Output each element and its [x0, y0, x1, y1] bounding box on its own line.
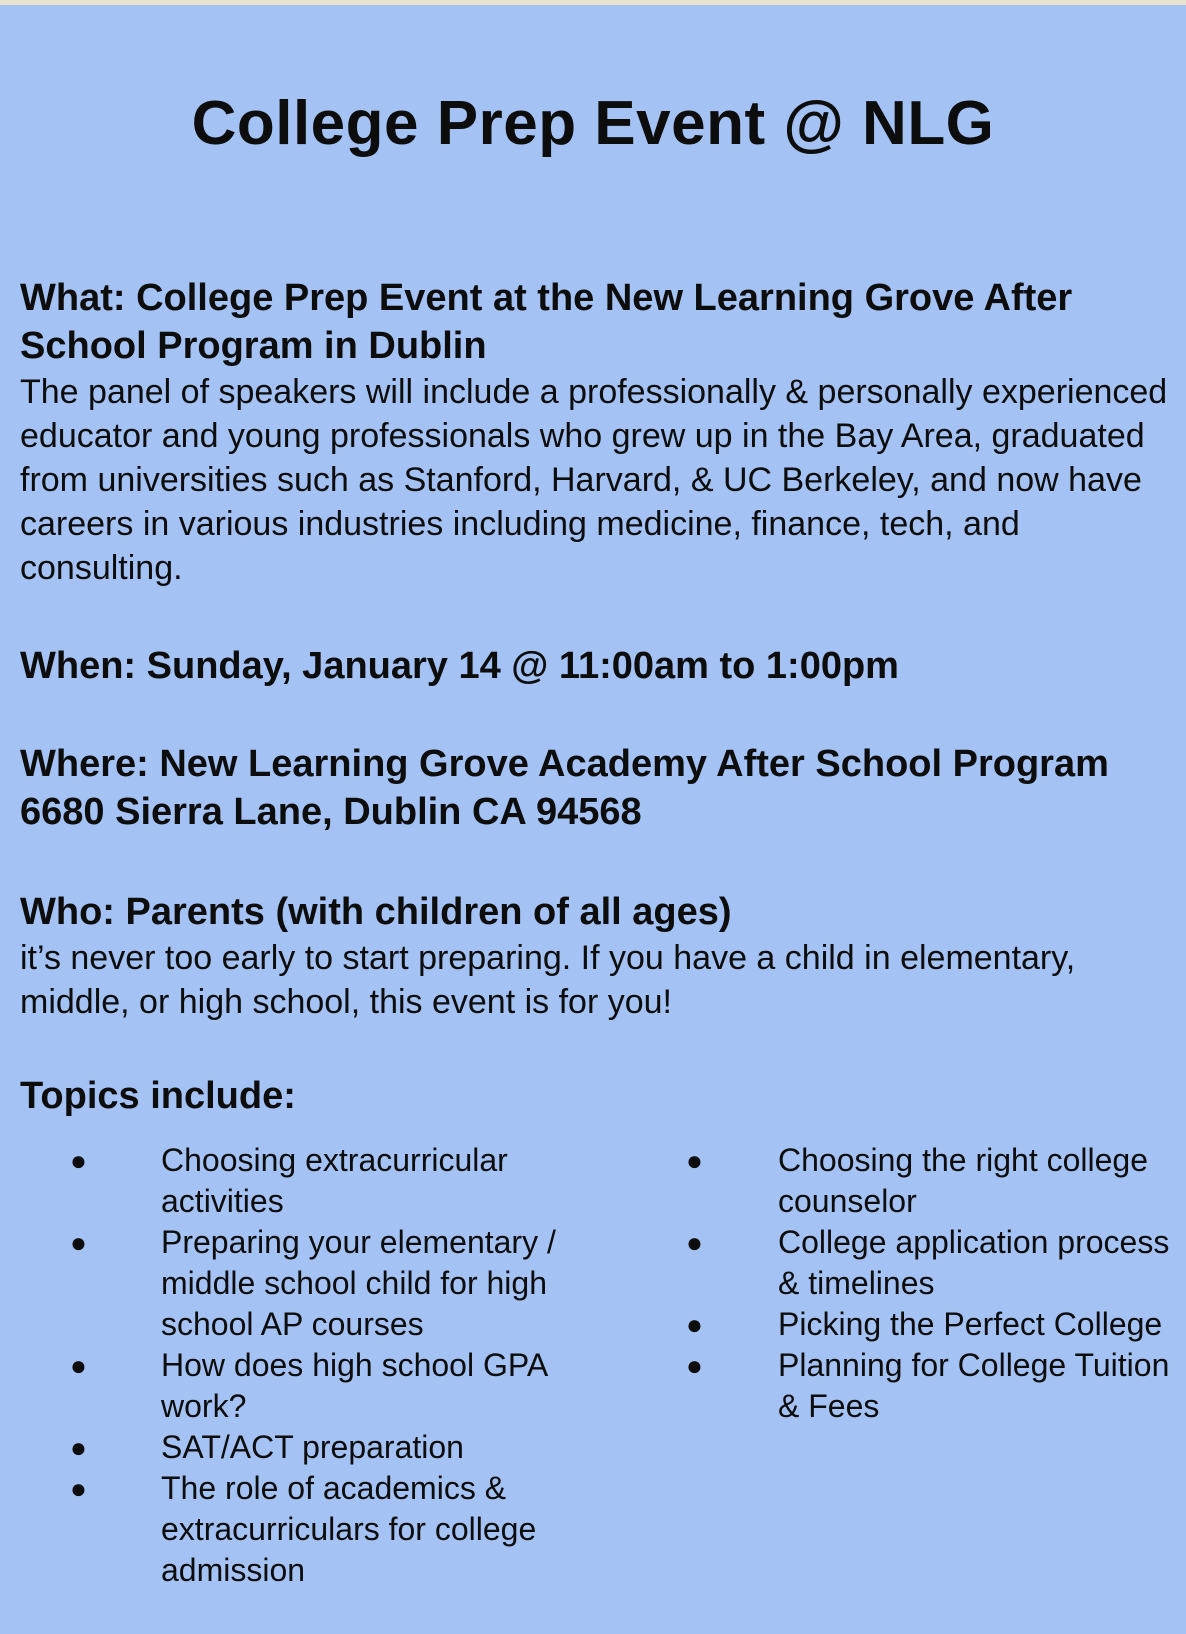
topic-item [70, 1222, 601, 1345]
topic-label: Preparing your elementary / middle school child for high school AP courses [161, 1224, 556, 1342]
topic-label: Picking the Perfect College [778, 1306, 1163, 1342]
where-address: 6680 Sierra Lane, Dublin CA 94568 [20, 791, 642, 833]
bullet-icon: ● [686, 1350, 703, 1381]
bullet-icon: ● [70, 1473, 87, 1504]
topic-item [70, 1140, 601, 1222]
bullet-icon: ● [70, 1227, 87, 1258]
bullet-icon: ● [70, 1145, 87, 1176]
topics-heading: Topics include: [20, 1075, 296, 1117]
topic-item [686, 1222, 1178, 1304]
topic-item [686, 1304, 1178, 1345]
topic-label: Planning for College Tuition & Fees [778, 1347, 1170, 1424]
bullet-icon: ● [686, 1145, 703, 1176]
bullet-icon: ● [70, 1432, 87, 1463]
what-heading: What: College Prep Event at the New Learning Grove After School Program in Dublin [20, 277, 1073, 367]
what-description: The panel of speakers will include a professionally & personally experienced educator and young professionals who grew up in the Bay Area, graduated from universities such as Stanford, Harvard, & UC Berkeley, and now have careers in various industries including medicine, finance, tech, and consulting. [20, 373, 1168, 587]
topic-item [70, 1427, 601, 1468]
what-section [20, 274, 1180, 590]
topic-label: College application process & timelines [778, 1224, 1170, 1301]
bullet-icon: ● [686, 1227, 703, 1258]
when-heading: When: Sunday, January 14 @ 11:00am to 1:00pm [20, 645, 899, 687]
topic-item [686, 1345, 1178, 1427]
topics-list-left [70, 1140, 601, 1591]
topics-section [20, 1072, 1180, 1120]
who-section [20, 888, 1180, 1024]
topic-item [70, 1345, 601, 1427]
topic-label: Choosing the right college counselor [778, 1142, 1149, 1219]
where-heading: Where: New Learning Grove Academy After School Program [20, 743, 1109, 785]
where-section [20, 740, 1180, 836]
bullet-icon: ● [70, 1350, 87, 1381]
who-description: it’s never too early to start preparing. If you have a child in elementary, middle, or high school, this event is for you! [20, 939, 1076, 1021]
topic-label: The role of academics & extracurriculars for college admission [161, 1470, 537, 1588]
who-heading: Who: Parents (with children of all ages) [20, 891, 732, 933]
topic-label: SAT/ACT preparation [161, 1429, 464, 1465]
topic-item [686, 1140, 1178, 1222]
topic-label: How does high school GPA work? [161, 1347, 547, 1424]
when-section [20, 642, 1180, 690]
topic-item [70, 1468, 601, 1591]
flyer-title: College Prep Event @ NLG [191, 89, 995, 158]
bullet-icon: ● [686, 1309, 703, 1340]
topic-label: Choosing extracurricular activities [161, 1142, 508, 1219]
topics-list-right [686, 1140, 1178, 1427]
